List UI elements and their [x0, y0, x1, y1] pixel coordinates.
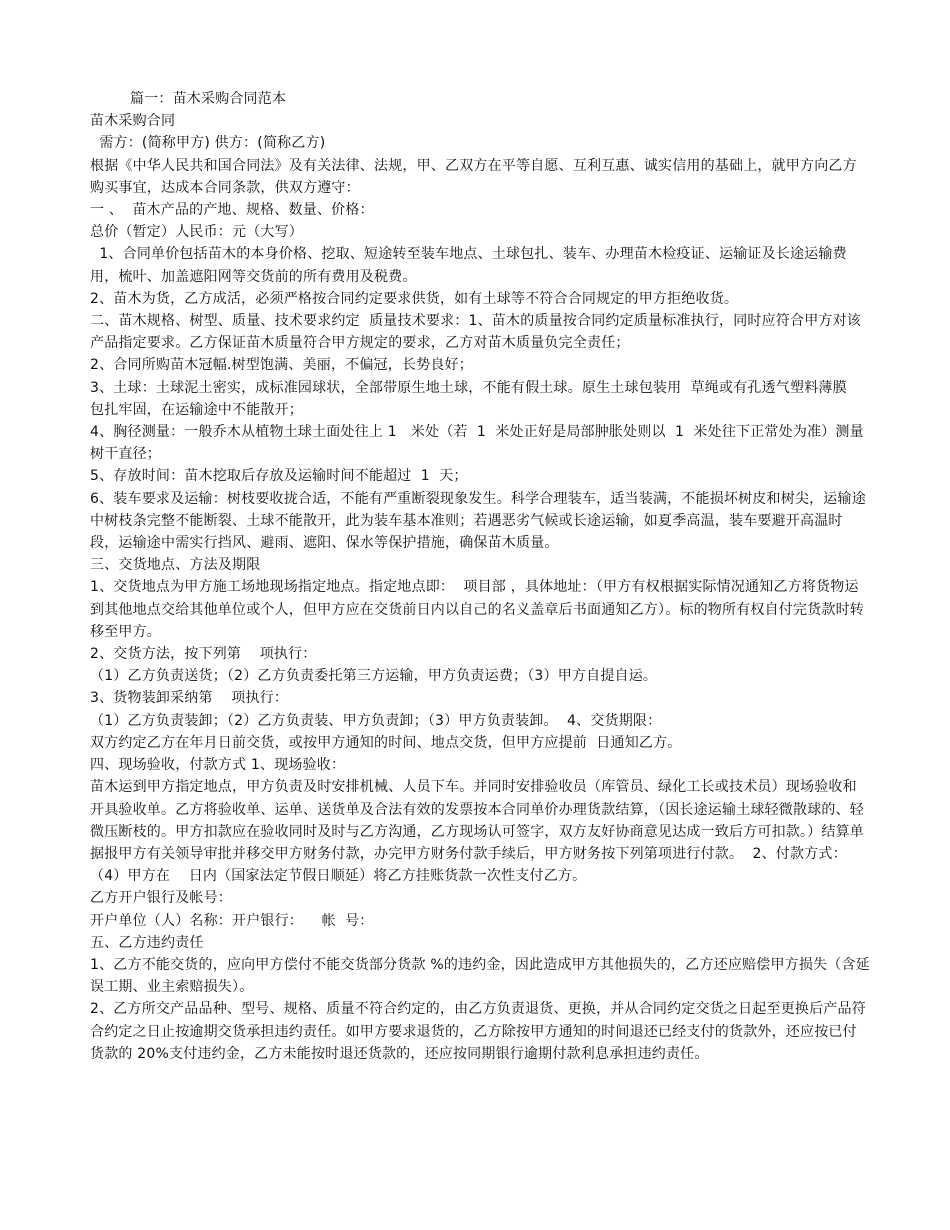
clause-2-2: 2、合同所购苗木冠幅.树型饱满、美丽，不偏冠，长势良好； [90, 357, 473, 374]
bank-account-line: 乙方开户银行及帐号： [90, 890, 232, 907]
clause-1-1: 1、合同单价包括苗木的本身价格、挖取、短途转至装车地点、土球包扎、装车、办理苗木检疫证、运输证及长途运输费用，梳叶、加盖遮阳网等交货前的所有费用及税费。 [90, 246, 847, 285]
clause-2-4: 4、胸径测量：一般乔木从植物土球土面处往上 1 米处（若 1 米处正好是局部肿胀处则以 1 米处往下正常处为准）测量树干直径； [90, 424, 864, 463]
section-heading-4: 四、现场验收，付款方式 1、现场验收： [90, 757, 346, 774]
clause-1-2: 2、苗木为货，乙方成活，必须严格按合同约定要求供货，如有土球等不符合合同规定的甲方拒绝收货。 [90, 290, 739, 307]
section-heading-5: 五、乙方违约责任 [90, 934, 204, 951]
clause-3-3-options: （1）乙方负责装卸；（2）乙方负责装、甲方负责卸；（3）甲方负责装卸。 4、交货期限： [90, 712, 662, 729]
clause-3-4: 双方约定乙方在年月日前交货，或按甲方通知的时间、地点交货，但甲方应提前 日通知乙方。 [90, 734, 682, 751]
clause-5-1: 1、乙方不能交货的，应向甲方偿付不能交货部分货款 %的违约金，因此造成甲方其他损失的，乙方还应赔偿甲方损失（含延误工期、业主索赔损失）。 [90, 956, 870, 996]
clause-3-3: 3、货物装卸采纳第 项执行： [90, 690, 289, 707]
preamble-paragraph: 根据《中华人民共和国合同法》及有关法律、法规，甲、乙双方在平等自愿、互利互惠、诚实信用的基础上，就甲方向乙方购买事宜，达成本合同条款，供双方遵守： [90, 157, 857, 196]
contract-title: 苗木采购合同 [90, 113, 176, 130]
section-heading-1: 一 、 苗木产品的产地、规格、数量、价格： [90, 202, 374, 219]
clause-4-1: 苗木运到甲方指定地点，甲方负责及时安排机械、人员下车。并同时安排验收员（库管员、绿化工长或技术员）现场验收和开具验收单。乙方将验收单、运单、送货单及合法有效的发票按本合同单价办理货款结算，（因长途运输土球轻微散球的、轻微压断枝的。甲方扣款应在验收同时及时与乙方沟通，乙方现场认可签字，双方友好协商意见达成一致后方可扣款。）结算单据报甲方有关领导审批并移交甲方财务付款，办完甲方财务付款手续后，甲方财务按下列第项进行付款。 2、付款方式： [90, 779, 864, 862]
account-holder-line: 开户单位（人）名称：开户银行： 帐 号： [90, 912, 374, 929]
clause-2-5: 5、存放时间：苗木挖取后存放及运输时间不能超过 1 天； [90, 468, 468, 485]
section-heading-2: 二、苗木规格、树型、质量、技术要求约定 质量技术要求：1、苗木的质量按合同约定质量标准执行，同时应符合甲方对该产品指定要求。乙方保证苗木质量符合甲方规定的要求，乙方对苗木质量负完全责任； [90, 313, 862, 352]
section-heading-3: 三、交货地点、方法及期限 [90, 557, 261, 574]
clause-2-3: 3、土球：土球泥土密实，成标准园球状，全部带原生地土球，不能有假土球。原生土球包装用 草绳或有孔透气塑料薄膜 包扎牢固，在运输途中不能散开； [90, 379, 857, 418]
clause-3-1: 1、交货地点为甲方施工场地现场指定地点。指定地点即： 项目部 ，具体地址：（甲方有权根据实际情况通知乙方将货物运到其他地点交给其他单位或个人，但甲方应在交货前日内以自己的名义盖章后书面通知乙方）。标的物所有权自付完货款时转移至甲方。 [90, 579, 864, 640]
clause-4-2: （4）甲方在 日内（国家法定节假日顺延）将乙方挂账货款一次性支付乙方。 [90, 868, 587, 885]
total-price-line: 总价（暂定）人民币：元（大写） [90, 224, 303, 241]
clause-3-2-options: （1）乙方负责送货；（2）乙方负责委托第三方运输，甲方负责运费；（3）甲方自提自运。 [90, 668, 658, 685]
document-heading: 篇一：苗木采购合同范本 [130, 91, 287, 107]
document-page [90, 88, 870, 1065]
clause-2-6: 6、装车要求及运输：树枝要收拢合适，不能有严重断裂现象发生。科学合理装车，适当装满，不能损坏树皮和树尖，运输途中树枝条完整不能断裂、土球不能散开，此为装车基本准则；若遇恶劣气候或长途运输，如夏季高温，装车要避开高温时段，运输途中需实行挡风、避雨、遮阳、保水等保护措施，确保苗木质量。 [90, 490, 866, 552]
clause-5-2: 2、乙方所交产品品种、型号、规格、质量不符合约定的，由乙方负责退货、更换，并从合同约定交货之日起至更换后产品符合约定之日止按逾期交货承担违约责任。如甲方要求退货的，乙方除按甲方通知的时间退还已经支付的货款外，还应按已付货款的 20%支付违约金，乙方未能按时退还货款的，还应按同期银行逾期付款利息承担违约责任。 [90, 1001, 866, 1062]
clause-3-2: 2、交货方法，按下列第 项执行： [90, 646, 317, 663]
parties-line: 需方：(简称甲方) 供方：(简称乙方) [90, 135, 326, 152]
